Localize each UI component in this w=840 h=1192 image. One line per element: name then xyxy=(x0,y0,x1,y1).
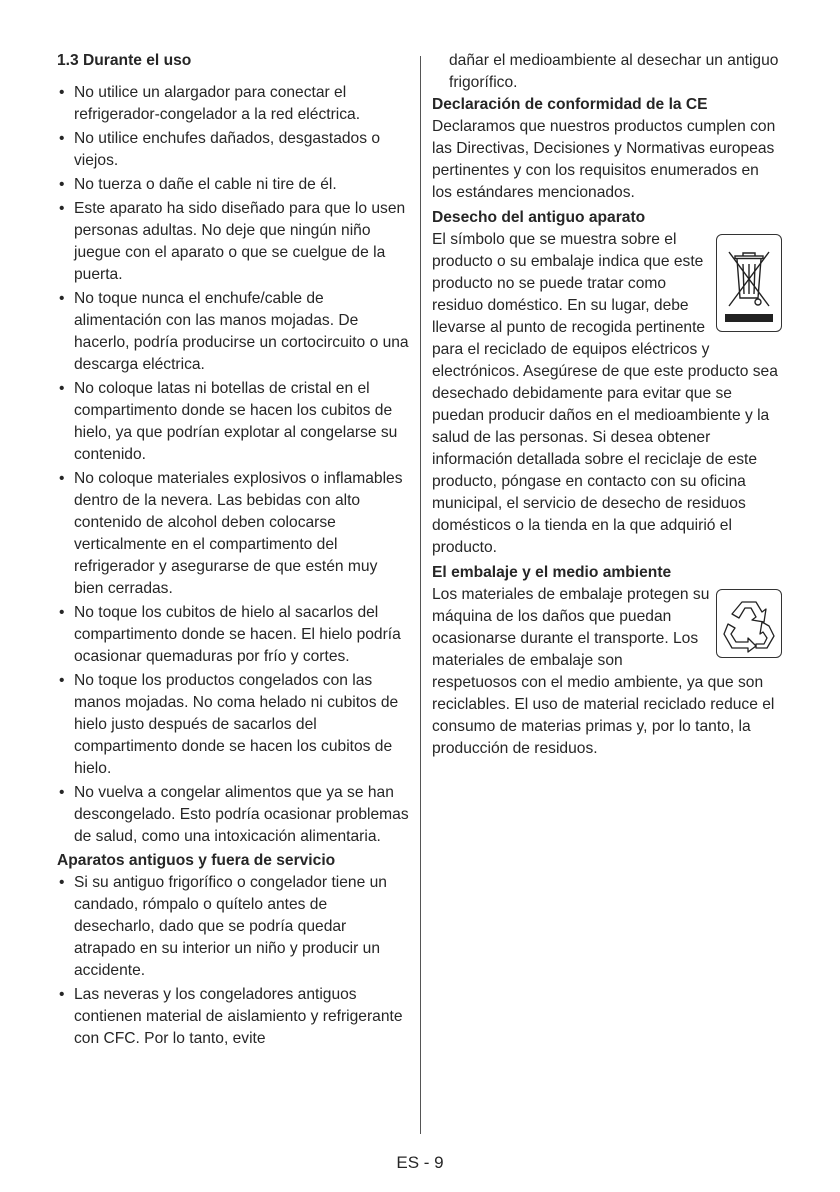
section-heading-packaging: El embalaje y el medio ambiente xyxy=(432,564,672,581)
section-heading-disposal: Desecho del antiguo aparato xyxy=(432,209,646,226)
list-item: • No tuerza o dañe el cable ni tire de él. xyxy=(57,174,409,196)
list-item-continuation: dañar el medioambiente al desechar un antiguo frigorífico. xyxy=(449,52,779,91)
left-column xyxy=(57,50,409,1052)
usage-list xyxy=(57,82,409,848)
list-item: • No vuelva a congelar alimentos que ya se han descongelado. Esto podría ocasionar problemas de salud, como una intoxicación alimentaria. xyxy=(57,782,409,848)
list-item: • No utilice enchufes dañados, desgastados o viejos. xyxy=(57,128,409,172)
list-item: • No coloque materiales explosivos o inflamables dentro de la nevera. Las bebidas con alto contenido de alcohol deben colocarse verticalmente en el compartimento del refrigerador y asegurarse de que estén muy bien cerradas. xyxy=(57,468,409,600)
list-item: • No coloque latas ni botellas de cristal en el compartimento donde se hacen los cubitos de hielo, ya que podrían explotar al congelarse su contenido. xyxy=(57,378,409,466)
continued-list xyxy=(432,50,782,94)
section-heading-during-use: 1.3 Durante el uso xyxy=(57,52,192,69)
column-divider xyxy=(420,56,421,1134)
list-item: • Las neveras y los congeladores antiguos contienen material de aislamiento y refrigerante con CFC. Por lo tanto, evite xyxy=(57,984,409,1050)
list-item: • No utilice un alargador para conectar el refrigerador-congelador a la red eléctrica. xyxy=(57,82,409,126)
ce-paragraph: Declaramos que nuestros productos cumplen con las Directivas, Decisiones y Normativas europeas pertinentes y con los requisitos enumerados en los estándares mencionados. xyxy=(432,118,776,201)
list-item: • No toque los cubitos de hielo al sacarlos del compartimento donde se hacen. El hielo podría ocasionar quemaduras por frío y cortes. xyxy=(57,602,409,668)
crossed-bin-icon xyxy=(716,234,782,332)
list-item: • No toque nunca el enchufe/cable de alimentación con las manos mojadas. De hacerlo, podría producirse un cortocircuito o una descarga eléctrica. xyxy=(57,288,409,376)
old-appliances-list xyxy=(57,872,409,1050)
list-item: • Este aparato ha sido diseñado para que lo usen personas adultas. No deje que ningún niño juegue con el aparato o que se cuelgue de la puerta. xyxy=(57,198,409,286)
packaging-paragraph: Los materiales de embalaje protegen su máquina de los daños que puedan ocasionarse durante el transporte. Los materiales de embalaje son respetuosos con el medio ambiente, ya que son reciclables. El uso de material reciclado reduce el consumo de materias primas y, por lo tanto, la producción de residuos. xyxy=(432,586,775,757)
section-heading-ce: Declaración de conformidad de la CE xyxy=(432,96,708,113)
page-number: ES - 9 xyxy=(396,1153,444,1172)
disposal-paragraph: El símbolo que se muestra sobre el producto o su embalaje indica que este producto no se puede tratar como residuo doméstico. En su lugar, debe llevarse al punto de recogida pertinente para el reciclado de equipos eléctricos y electrónicos. Asegúrese de que este producto sea desechado debidamente para evitar que se puedan producir daños en el medioambiente y la salud de las personas. Si desea obtener información detallada sobre el reciclaje de este producto, póngase en contacto con su oficina municipal, el servicio de desecho de residuos domésticos o la tienda en la que adquirió el producto. xyxy=(432,231,778,556)
recycle-icon xyxy=(716,589,782,658)
section-heading-old-appliances: Aparatos antiguos y fuera de servicio xyxy=(57,852,336,869)
list-item: • Si su antiguo frigorífico o congelador tiene un candado, rómpalo o quítelo antes de desecharlo, dado que se podría quedar atrapado en su interior un niño y producir un accidente. xyxy=(57,872,409,982)
list-item: • No toque los productos congelados con las manos mojadas. No coma helado ni cubitos de hielo justo después de sacarlos del compartimento donde se hacen los cubitos de hielo. xyxy=(57,670,409,780)
right-column xyxy=(432,50,782,763)
